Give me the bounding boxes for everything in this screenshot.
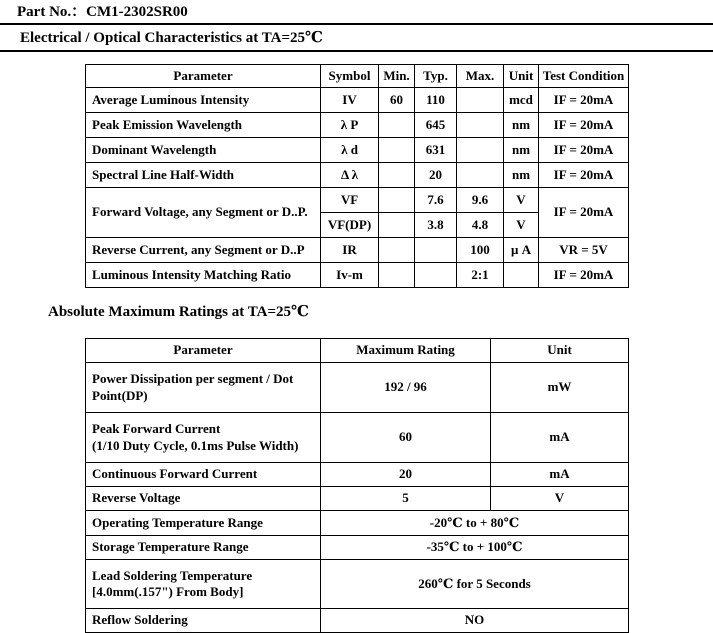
table-header-row [86,339,629,363]
rating-cell: NO [321,609,629,633]
unit-cell: mA [491,413,629,463]
electrical-characteristics-table [85,64,629,288]
param-cell: Reverse Current, any Segment or D..P [86,238,321,263]
rating-cell: 20 [321,463,491,487]
col-header-min: Min. [379,65,415,88]
symbol-cell: Iv-m [321,263,379,288]
param-line: Point(DP) [92,387,148,403]
param-cell: Luminous Intensity Matching Ratio [86,263,321,288]
table-row [86,511,629,536]
min-cell [379,138,415,163]
table-row [86,536,629,560]
typ-cell: 631 [415,138,457,163]
param-cell: Peak Emission Wavelength [86,113,321,138]
table-row [86,188,629,213]
table-row [86,113,629,138]
symbol-cell: VF(DP) [321,213,379,238]
min-cell [379,238,415,263]
part-no-label: Part No.：CM1-2302SR00 [17,4,188,20]
param-cell: Reflow Soldering [86,609,321,633]
max-cell: 2:1 [457,263,504,288]
col-header-maximum-rating: Maximum Rating [321,339,491,363]
condition-cell: IF = 20mA [539,113,629,138]
table-row [86,263,629,288]
max-cell: 100 [457,238,504,263]
condition-cell: IF = 20mA [539,138,629,163]
param-line: [4.0mm(.157") From Body] [92,584,244,599]
condition-cell: IF = 20mA [539,263,629,288]
absolute-maximum-ratings-table [85,338,629,633]
unit-cell: μ A [504,238,539,263]
typ-cell [415,263,457,288]
param-cell: Dominant Wavelength [86,138,321,163]
min-cell [379,188,415,213]
table-row [86,238,629,263]
rating-cell: 60 [321,413,491,463]
max-cell [457,138,504,163]
unit-cell: V [504,188,539,213]
col-header-parameter: Parameter [86,339,321,363]
unit-cell: nm [504,138,539,163]
unit-cell: mA [491,463,629,487]
symbol-cell: Δ λ [321,163,379,188]
param-line: (1/10 Duty Cycle, 0.1ms Pulse Width) [92,437,299,453]
table-header-row [86,65,629,88]
symbol-cell: λ d [321,138,379,163]
table-row [86,138,629,163]
param-cell [86,560,321,609]
typ-cell [415,238,457,263]
param-cell: Continuous Forward Current [86,463,321,487]
col-header-unit: Unit [491,339,629,363]
max-cell [457,163,504,188]
param-line: Power Dissipation per segment / Dot [92,371,294,387]
maximum-ratings-section-title: Absolute Maximum Ratings at TA=25℃ [48,304,309,320]
table-row [86,413,629,463]
param-cell: Reverse Voltage [86,487,321,511]
symbol-cell: IV [321,88,379,113]
table-row [86,88,629,113]
rating-cell: 260℃ for 5 Seconds [321,560,629,609]
condition-cell: IF = 20mA [539,188,629,238]
param-cell: Average Luminous Intensity [86,88,321,113]
table-row [86,487,629,511]
typ-cell: 7.6 [415,188,457,213]
col-header-parameter: Parameter [86,65,321,88]
unit-cell: mcd [504,88,539,113]
param-cell: Forward Voltage, any Segment or D..P. [86,188,321,238]
rating-cell: 192 / 96 [321,363,491,413]
condition-cell: IF = 20mA [539,163,629,188]
col-header-max: Max. [457,65,504,88]
param-cell: Storage Temperature Range [86,536,321,560]
unit-cell: mW [491,363,629,413]
typ-cell: 110 [415,88,457,113]
typ-cell: 645 [415,113,457,138]
max-cell: 9.6 [457,188,504,213]
rating-cell: 5 [321,487,491,511]
param-cell: Spectral Line Half-Width [86,163,321,188]
part-no-header [0,0,713,25]
min-cell [379,263,415,288]
rating-cell: -20℃ to + 80℃ [321,511,629,536]
max-cell [457,113,504,138]
electrical-section-title: Electrical / Optical Characteristics at TA=25℃ [0,25,713,52]
param-line: Peak Forward Current [92,421,221,437]
symbol-cell: VF [321,188,379,213]
param-cell [86,413,321,463]
rating-cell: -35℃ to + 100℃ [321,536,629,560]
condition-cell: VR = 5V [539,238,629,263]
min-cell [379,163,415,188]
min-cell: 60 [379,88,415,113]
table-row [86,463,629,487]
unit-cell: V [504,213,539,238]
col-header-test-condition: Test Condition [539,65,629,88]
param-cell [86,363,321,413]
col-header-symbol: Symbol [321,65,379,88]
table-row [86,363,629,413]
condition-cell: IF = 20mA [539,88,629,113]
table-row [86,560,629,609]
min-cell [379,113,415,138]
max-cell [457,88,504,113]
max-cell: 4.8 [457,213,504,238]
symbol-cell: IR [321,238,379,263]
unit-cell: nm [504,163,539,188]
min-cell [379,213,415,238]
table-row [86,609,629,633]
typ-cell: 20 [415,163,457,188]
unit-cell [504,263,539,288]
col-header-typ: Typ. [415,65,457,88]
col-header-unit: Unit [504,65,539,88]
unit-cell: V [491,487,629,511]
param-line: Lead Soldering Temperature [92,567,253,583]
symbol-cell: λ P [321,113,379,138]
table-row [86,163,629,188]
typ-cell: 3.8 [415,213,457,238]
param-cell: Operating Temperature Range [86,511,321,536]
unit-cell: nm [504,113,539,138]
